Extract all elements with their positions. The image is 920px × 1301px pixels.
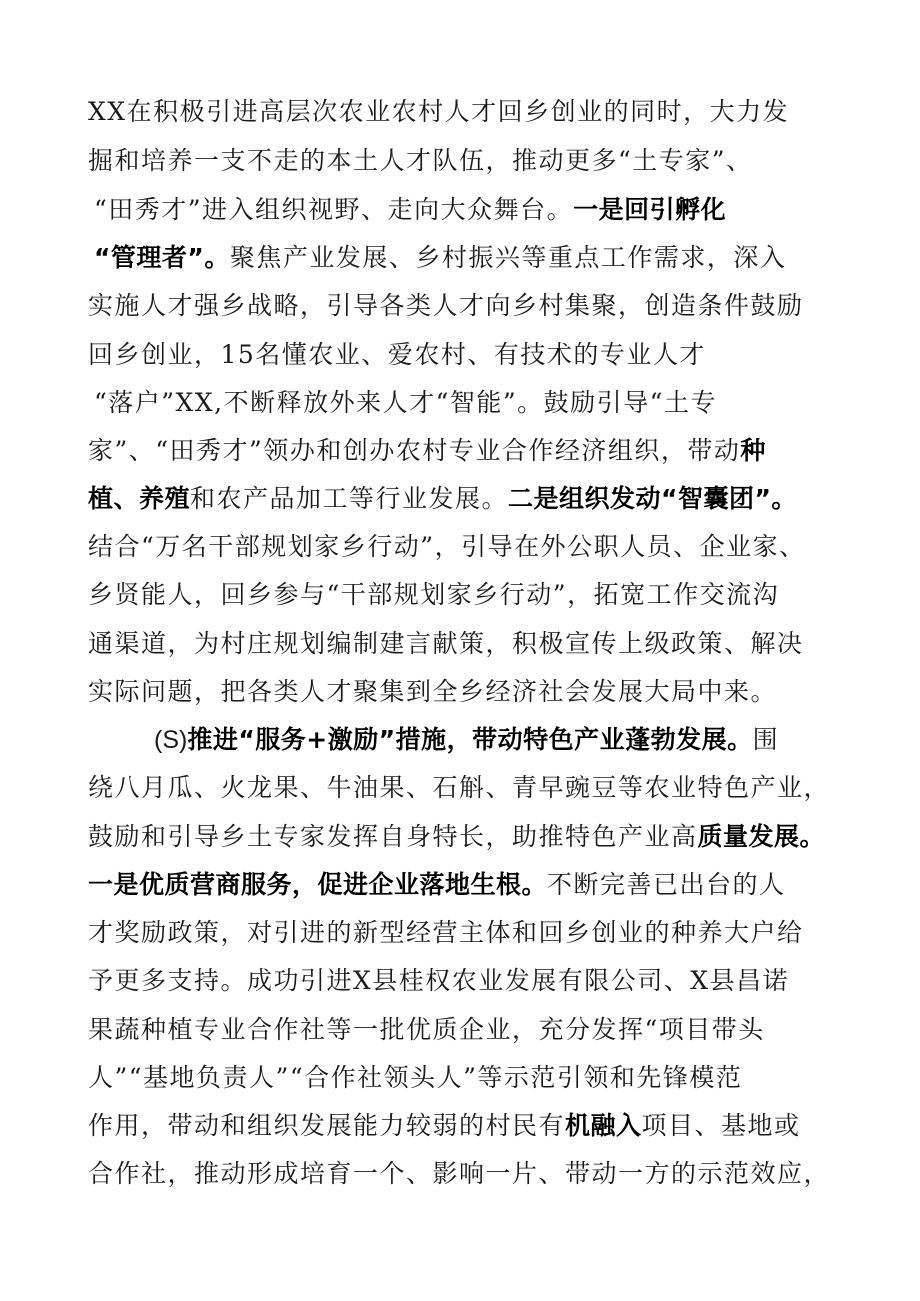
text-run: 乡贤能人，回乡参与“干部规划家乡行动”，拓宽工作交流沟 <box>88 580 780 609</box>
text-run: 掘和培养一支不走的本土人才队伍，推动更多“土专家”、 <box>88 146 753 175</box>
text-run: 才奖励政策，对引进的新型经营主体和回乡创业的种养大户给 <box>88 918 804 947</box>
text-line-20 <box>88 1010 868 1050</box>
text-line-15 <box>88 768 868 808</box>
text-line-19 <box>88 961 868 1001</box>
text-line-18 <box>88 913 868 953</box>
bold-run: 机融入 <box>565 1111 642 1140</box>
text-line-21 <box>88 1058 868 1098</box>
text-run: 予更多支持。成功引进X县桂权农业发展有限公司、X县昌诺 <box>88 966 790 995</box>
text-run: “落户”XX,不断释放外来人才“智能”。鼓励引导“土专 <box>94 388 717 417</box>
bold-run: 种 <box>740 436 766 465</box>
text-run: “田秀才”进入组织视野、走向大众舞台。 <box>94 195 574 224</box>
text-run: 不断完善已出台的人 <box>547 870 786 899</box>
text-run: 和农产品加工等行业发展。 <box>190 484 509 513</box>
text-line-10 <box>88 527 868 567</box>
text-line-8 <box>88 431 868 471</box>
text-run: 项目、基地或 <box>641 1111 801 1140</box>
text-line-16 <box>88 817 868 857</box>
bold-run: 植、养殖 <box>88 484 191 513</box>
text-run: 围 <box>752 725 780 754</box>
text-line-13 <box>88 672 868 712</box>
text-line-22 <box>88 1106 868 1146</box>
text-line-3 <box>94 190 874 230</box>
text-line-23 <box>88 1154 868 1194</box>
text-line-7 <box>94 383 874 423</box>
text-run: 实施人才强乡战略，引导各类人才向乡村集聚，创造条件鼓励 <box>88 291 804 320</box>
text-run: 鼓励和引导乡土专家发挥自身特长，助推特色产业高 <box>88 822 698 851</box>
text-run: 果蔬种植专业合作社等一批优质企业，充分发挥“项目带头 <box>88 1015 765 1044</box>
text-run: 家”、“田秀才”领办和创办农村专业合作经济组织，带动 <box>88 436 741 465</box>
text-line-17 <box>88 865 868 905</box>
text-line-9 <box>88 479 868 519</box>
bold-heading-run: 二是组织发动“智囊团”。 <box>508 484 797 513</box>
text-run: 聚焦产业发展、乡村振兴等重点工作需求，深入 <box>229 243 787 272</box>
text-run: 回乡创业，15名懂农业、爱农村、有技术的专业人才 <box>88 340 706 369</box>
bold-heading-run: 一是回引孵化 <box>573 195 727 224</box>
bold-heading-run: 一是优质营商服务，促进企业落地生根。 <box>88 870 548 899</box>
text-run: 通渠道，为村庄规划编制建言献策，积极宣传上级政策、解决 <box>88 629 804 658</box>
text-run: XX在积极引进高层次农业农村人才回乡创业的同时，大力发 <box>88 97 790 126</box>
text-line-2 <box>88 141 868 181</box>
text-line-1 <box>88 92 868 132</box>
text-run: 结合“万名干部规划家乡行动”，引导在外公职人员、企业家、 <box>88 532 806 561</box>
text-line-12 <box>88 624 868 664</box>
text-run: 人”“基地负责人”“合作社领头人”等示范引领和先锋模范 <box>88 1063 743 1092</box>
text-line-6 <box>88 335 868 375</box>
text-line-4 <box>94 238 874 278</box>
text-line-5 <box>88 286 868 326</box>
text-line-14 <box>154 720 870 760</box>
bold-heading-run: 推进“服务+激励”措施，带动特色产业蓬勃发展。 <box>187 725 753 754</box>
text-run: 绕八月瓜、火龙果、牛油果、石斛、青早豌豆等农业特色产业， <box>88 773 831 802</box>
text-run: 作用，带动和组织发展能力较弱的村民有 <box>88 1111 566 1140</box>
text-run: 合作社，推动形成培育一个、影响一片、带动一方的示范效应， <box>88 1159 831 1188</box>
section-number: (S) <box>154 726 188 754</box>
text-run: 实际问题，把各类人才聚集到全乡经济社会发展大局中来。 <box>88 677 778 706</box>
text-line-11 <box>88 575 868 615</box>
bold-heading-run: “管理者”。 <box>94 243 230 272</box>
bold-run: 质量发展。 <box>697 822 826 851</box>
